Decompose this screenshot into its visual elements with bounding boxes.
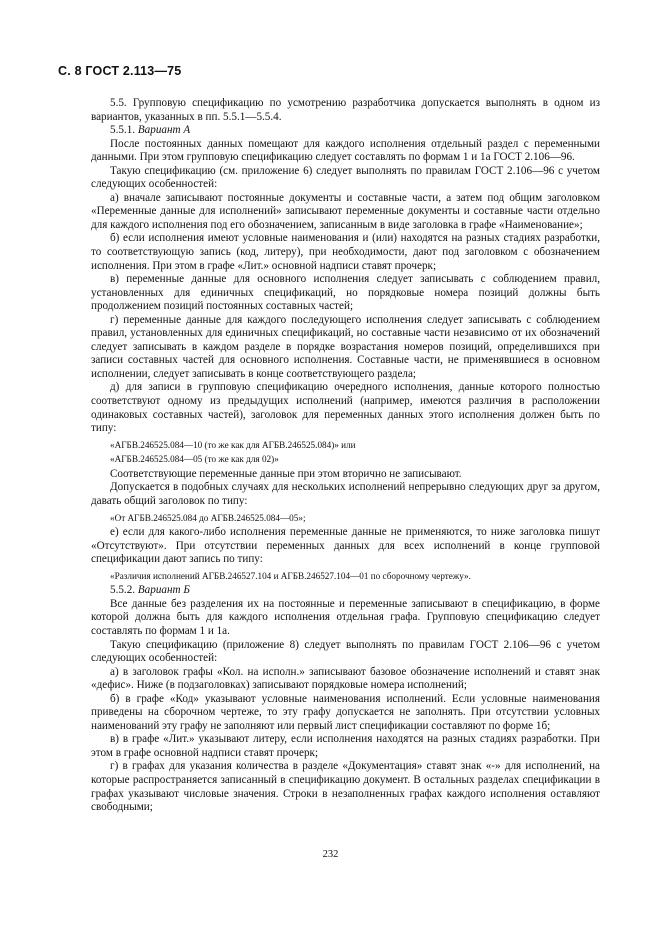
paragraph: Все данные без разделения их на постоянные и переменные записывают в спецификацию, в форме которой должна быть для каждого исполнения отдельная графа. Групповую спецификацию следует составлять по формам 1 и 1а. — [91, 597, 600, 637]
section-number: 5.5.1. — [110, 124, 136, 137]
paragraph: Такую спецификацию (см. приложение 6) следует выполнять по правилам ГОСТ 2.106—96 с учетом следующих особенностей: — [91, 164, 600, 191]
example-line: «От АГБВ.246525.084 до АГБВ.246525.084—05»; — [110, 512, 306, 523]
example-line: «Различия исполнений АГБВ.246527.104 и АГБВ.246527.104—01 по сборочному чертежу». — [110, 570, 471, 581]
paragraph: Соответствующие переменные данные при этом вторично не записывают. — [110, 467, 462, 480]
paragraph: 5.5. Групповую спецификацию по усмотрению разработчика допускается выполнять в одном из вариантов, указанных в пп. 5.5.1—5.5.4. — [91, 97, 600, 123]
paragraph: е) если для какого-либо исполнения переменные данные не применяются, то ниже заголовка пишут «Отсутствуют». При отсутствии переменных данных для всех исполнений в конце групповой спецификации дают запись по типу: — [91, 526, 600, 566]
section-number: 5.5.2. — [110, 584, 136, 597]
paragraph: б) в графе «Код» указывают условные наименования исполнений. Если условные наименования приведены на сборочном чертеже, то эту графу допускается не заполнять. При отсутствии условных наименований эту графу не заполняют или первый лист спецификации составляют по форме 1б; — [91, 692, 600, 732]
paragraph: д) для записи в групповую спецификацию очередного исполнения, данные которого полностью соответствуют одному из предыдущих исполнений (например, имеются различия в расположении одинаковых составных частей), заголовок для переменных данных этого исполнения должен быть по типу: — [91, 381, 600, 435]
paragraph: б) если исполнения имеют условные наименования и (или) находятся на разных стадиях разработки, то соответствующую запись (код, литеру), при необходимости, дают под заголовком с обозначением исполнения. При этом в графе «Лит.» основной надписи ставят прочерк; — [91, 232, 600, 272]
paragraph: в) переменные данные для основного исполнения следует записывать с соблюдением правил, установленных для единичных спецификаций, но порядковые номера позиций должны быть продолжением позиций постоянных составных частей; — [91, 273, 600, 313]
paragraph: После постоянных данных помещают для каждого исполнения отдельный раздел с переменными данными. При этом групповую спецификацию следует составлять по формам 1 и 1а ГОСТ 2.106—96. — [91, 137, 600, 164]
section-title: Вариант А — [137, 124, 191, 137]
paragraph: в) в графе «Лит.» указывают литеру, если исполнения находятся на разных стадиях разработки. При этом в графе основной надписи ставят прочерк; — [91, 733, 600, 759]
example-line: «АГБВ.246525.084—05 (то же как для 02)» — [110, 454, 279, 465]
page-number: 232 — [322, 849, 339, 860]
paragraph: Такую спецификацию (приложение 8) следует выполнять по правилам ГОСТ 2.106—96 с учетом следующих особенностей: — [91, 638, 600, 665]
paragraph: а) в заголовок графы «Кол. на исполн.» записывают базовое обозначение исполнений и ставят знак «дефис». Ниже (в подзаголовках) записывают порядковые номера исполнений; — [91, 665, 600, 692]
page-header: С. 8 ГОСТ 2.113—75 — [58, 64, 182, 78]
section-heading — [91, 124, 600, 138]
paragraph: Допускается в подобных случаях для нескольких исполнений непрерывно следующих друг за другом, давать общий заголовок по типу: — [91, 481, 600, 507]
section-title: Вариант Б — [137, 584, 190, 597]
paragraph: г) в графах для указания количества в разделе «Документация» ставят знак «-» для исполнений, на которые распространяется записанный в спецификацию документ. В остальных разделах спецификации в графах указывают числовые значения. Строки в незаполненных графах каждого исполнения оставляют свободными; — [91, 760, 600, 814]
document-body — [91, 97, 600, 815]
section-heading — [91, 584, 600, 598]
paragraph: а) вначале записывают постоянные документы и составные части, а затем под общим заголовком «Переменные данные для исполнений» записывают переменные документы и составные части отдельно для каждого исполнения под его обозначением, записанным в виде заголовка в графе «Наименование»; — [91, 191, 600, 231]
example-line: «АГБВ.246525.084—10 (то же как для АГБВ.246525.084)» или — [110, 439, 356, 450]
paragraph: г) переменные данные для каждого последующего исполнения следует записывать с соблюдением правил, установленных для единичных спецификаций, но составные части независимо от их обозначений следует записывать в каждом разделе в порядке возрастания номеров позиций, определившихся при записи составных частей для основного исполнения. Составные части, не применявшиеся в основном исполнении, следует записывать в конце соответствующего раздела; — [91, 313, 600, 380]
